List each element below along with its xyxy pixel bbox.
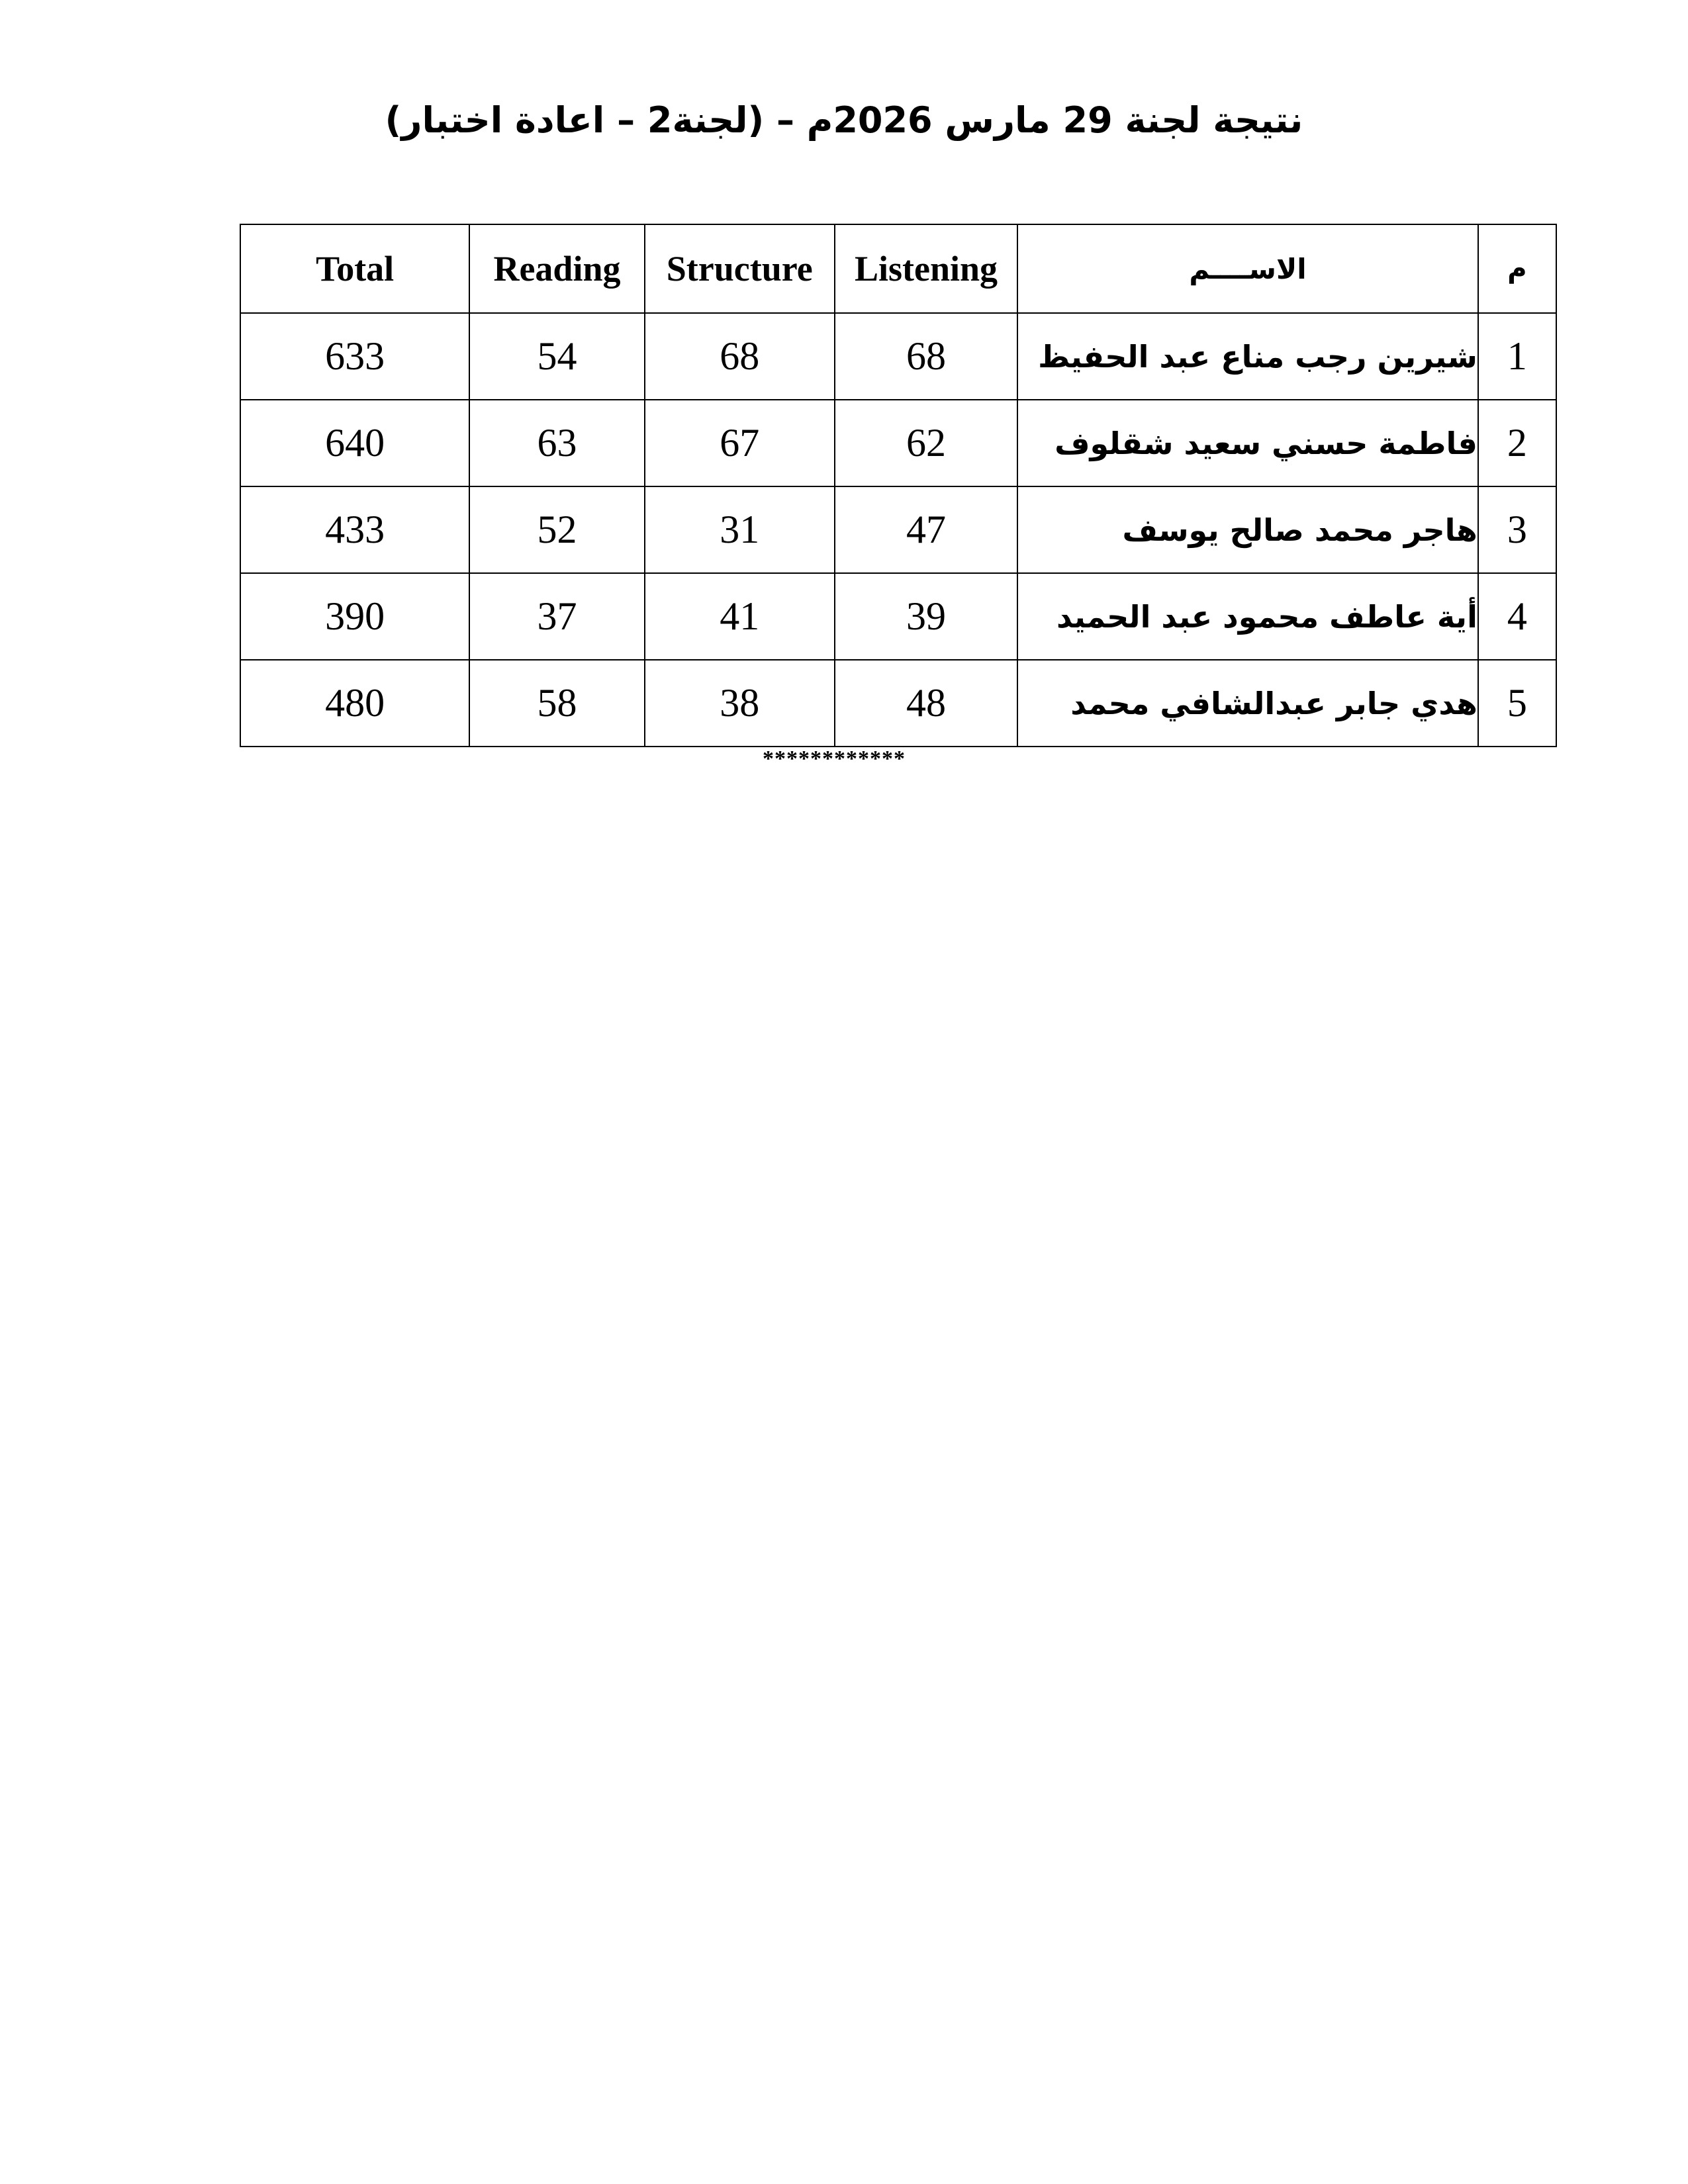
cell-reading: 54: [469, 313, 644, 400]
header-index: م: [1478, 224, 1556, 313]
cell-listening: 47: [835, 486, 1017, 573]
cell-total: 640: [240, 400, 469, 486]
cell-name: شيرين رجب مناع عبد الحفيظ: [1017, 313, 1478, 400]
cell-structure: 68: [645, 313, 835, 400]
header-reading: Reading: [469, 224, 644, 313]
cell-index: 3: [1478, 486, 1556, 573]
cell-name: أية عاطف محمود عبد الحميد: [1017, 573, 1478, 660]
header-structure: Structure: [645, 224, 835, 313]
cell-structure: 41: [645, 573, 835, 660]
cell-listening: 62: [835, 400, 1017, 486]
footer-separator: ************: [763, 747, 906, 771]
table-header-row: [240, 224, 1556, 313]
cell-index: 2: [1478, 400, 1556, 486]
cell-total: 390: [240, 573, 469, 660]
cell-reading: 63: [469, 400, 644, 486]
header-name: الاســــم: [1017, 224, 1478, 313]
table-row: [240, 313, 1556, 400]
cell-name: فاطمة حسني سعيد شقلوف: [1017, 400, 1478, 486]
cell-reading: 52: [469, 486, 644, 573]
cell-reading: 37: [469, 573, 644, 660]
cell-index: 1: [1478, 313, 1556, 400]
cell-total: 633: [240, 313, 469, 400]
page-title: نتيجة لجنة 29 مارس 2026م – (لجنة2 – اعادة اختبار): [385, 99, 1303, 141]
cell-name: هاجر محمد صالح يوسف: [1017, 486, 1478, 573]
cell-total: 433: [240, 486, 469, 573]
cell-listening: 68: [835, 313, 1017, 400]
table-row: [240, 486, 1556, 573]
results-table: [240, 224, 1557, 747]
cell-index: 4: [1478, 573, 1556, 660]
cell-listening: 48: [835, 660, 1017, 747]
header-total: Total: [240, 224, 469, 313]
cell-structure: 67: [645, 400, 835, 486]
cell-index: 5: [1478, 660, 1556, 747]
cell-name: هدي جابر عبدالشافي محمد: [1017, 660, 1478, 747]
table-row: [240, 400, 1556, 486]
cell-listening: 39: [835, 573, 1017, 660]
table-row: [240, 573, 1556, 660]
table-row: [240, 660, 1556, 747]
cell-structure: 38: [645, 660, 835, 747]
header-listening: Listening: [835, 224, 1017, 313]
cell-total: 480: [240, 660, 469, 747]
cell-structure: 31: [645, 486, 835, 573]
cell-reading: 58: [469, 660, 644, 747]
